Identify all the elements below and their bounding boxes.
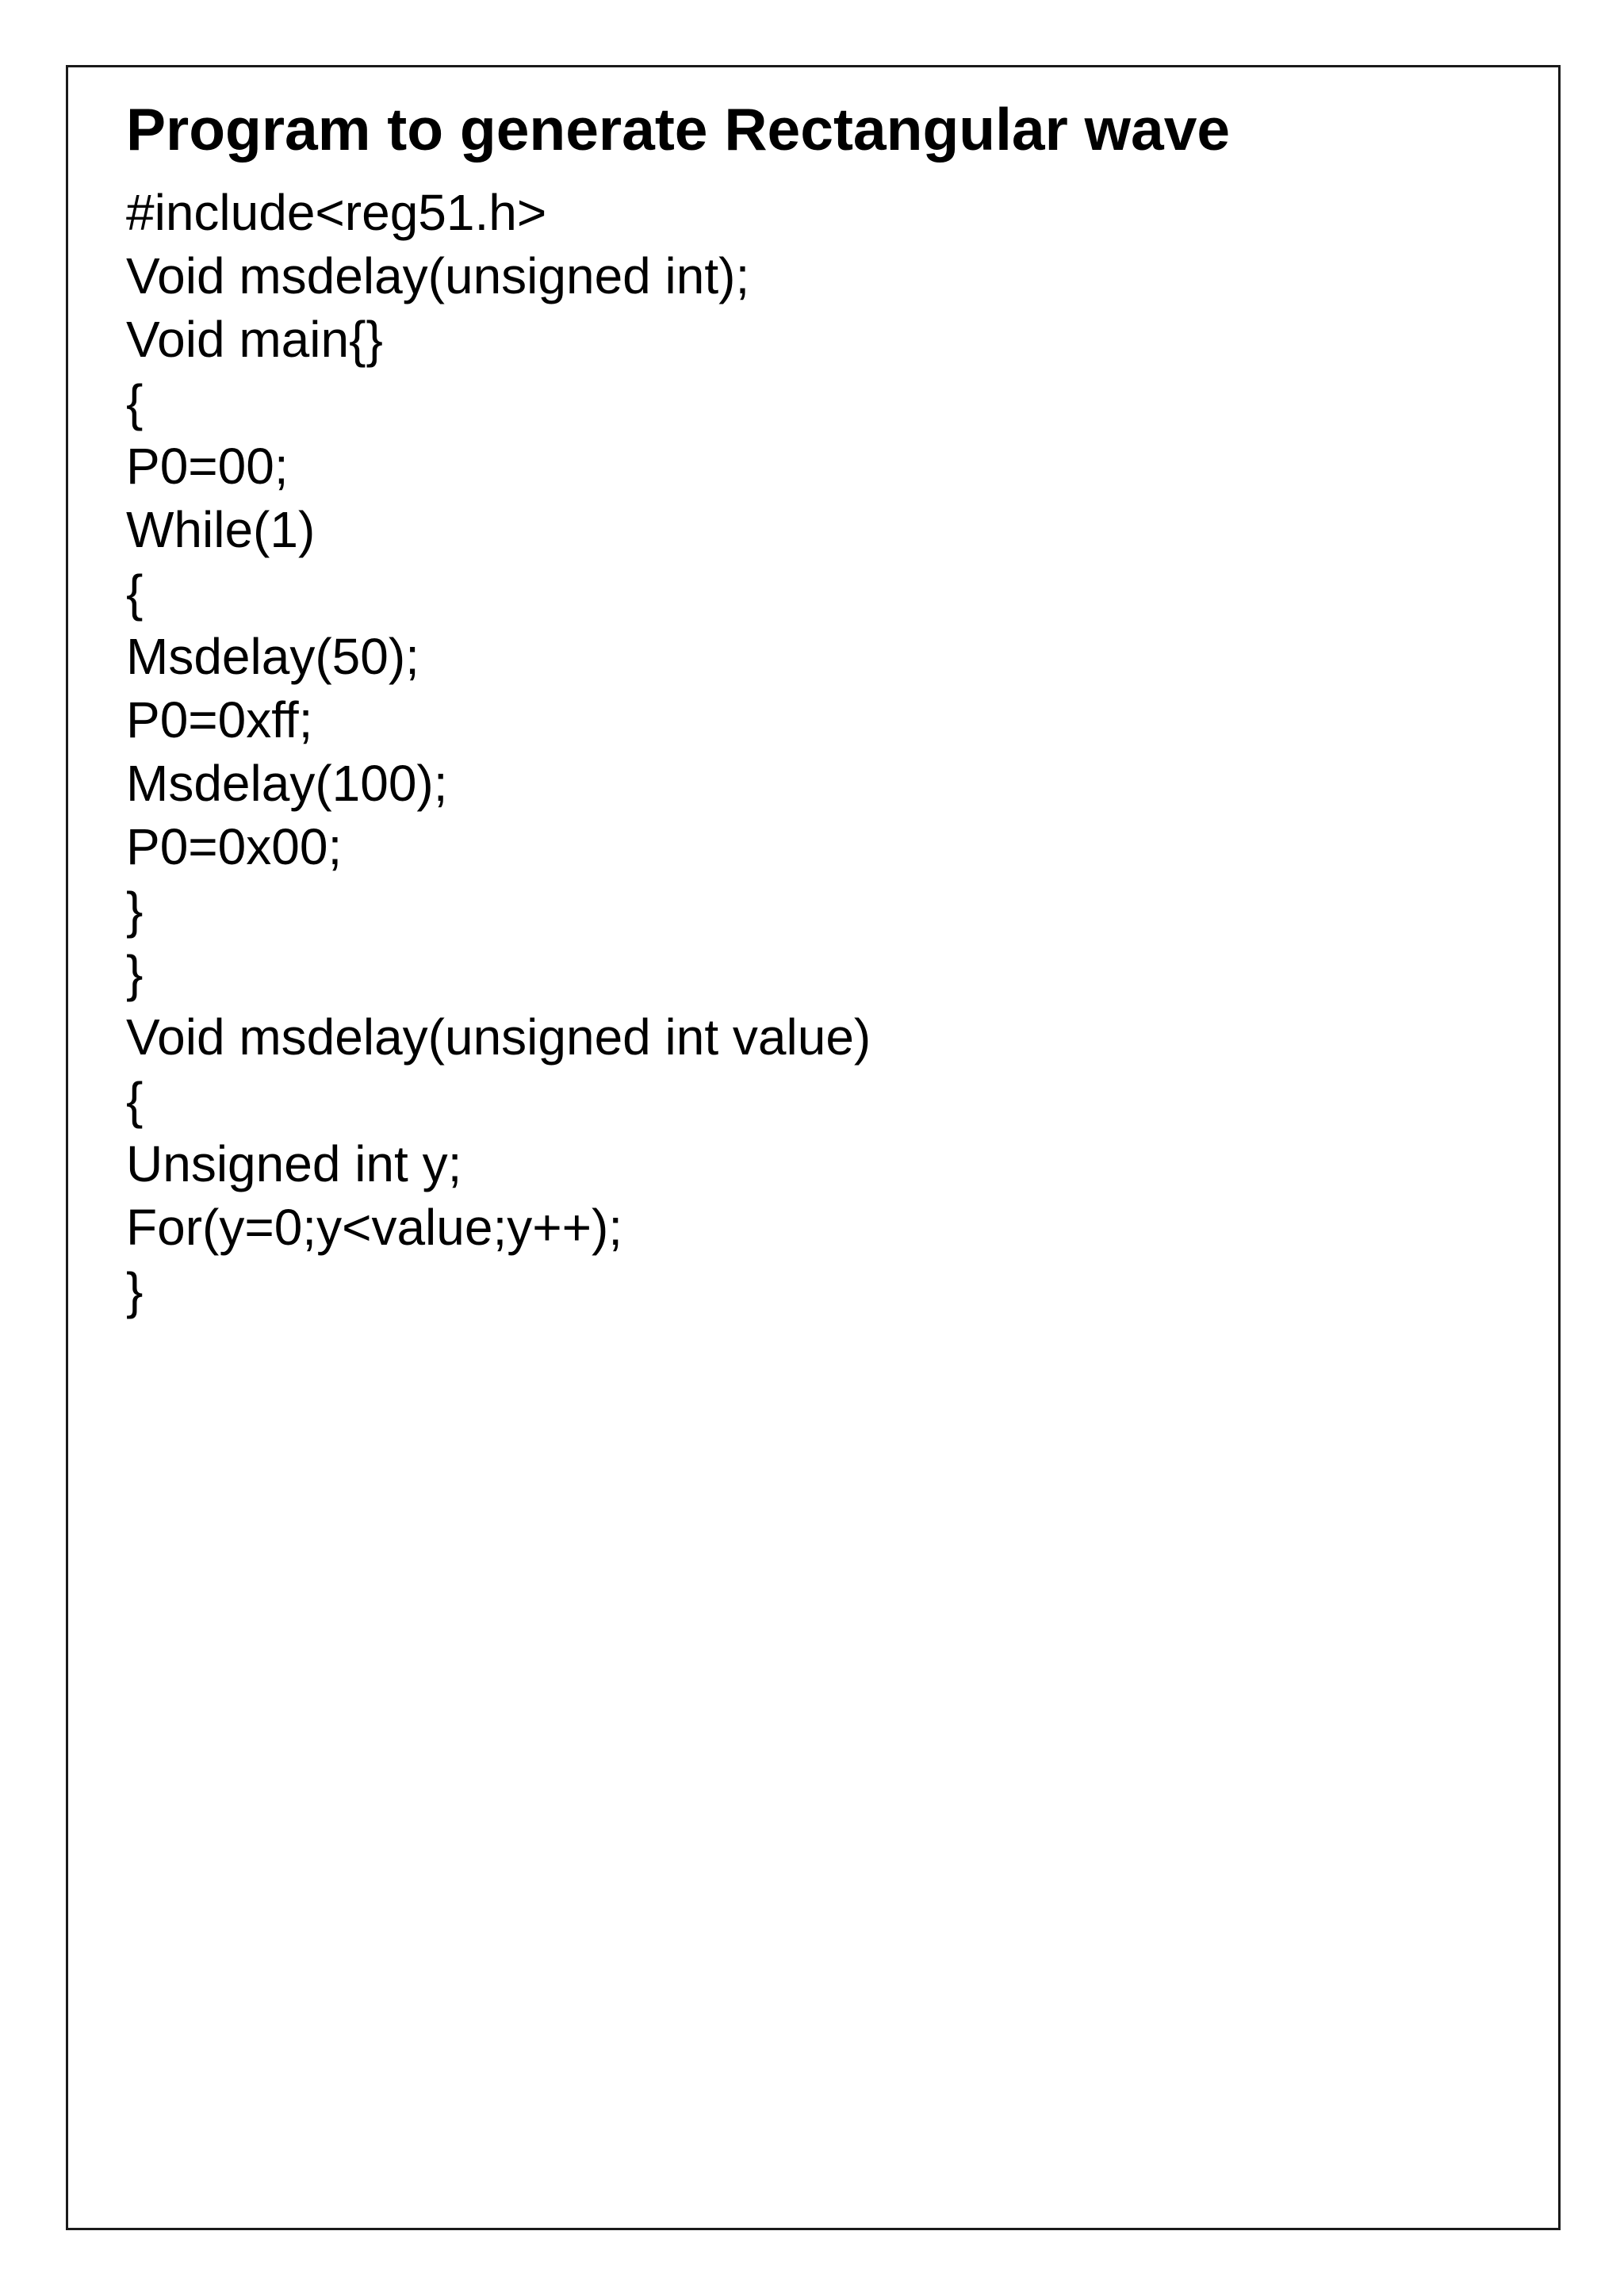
code-line: } <box>126 1262 144 1319</box>
code-line: { <box>126 1072 144 1129</box>
code-line: Void msdelay(unsigned int value) <box>126 1008 871 1066</box>
code-line: Msdelay(50); <box>126 628 419 685</box>
code-line: P0=0xff; <box>126 691 313 748</box>
code-line: While(1) <box>126 501 316 558</box>
code-line: { <box>126 374 144 431</box>
page-border-frame <box>66 65 1561 2230</box>
code-line: P0=00; <box>126 438 289 495</box>
code-line: P0=0x00; <box>126 818 343 875</box>
code-line: Void main{} <box>126 311 383 368</box>
code-listing <box>126 181 871 1322</box>
code-line: For(y=0;y<value;y++); <box>126 1199 623 1256</box>
program-title: Program to generate Rectangular wave <box>126 96 1231 163</box>
code-line: #include<reg51.h> <box>126 184 547 241</box>
code-line: } <box>126 882 144 939</box>
code-line: } <box>126 945 144 1002</box>
code-line: { <box>126 564 144 622</box>
code-line: Unsigned int y; <box>126 1135 462 1192</box>
code-line: Msdelay(100); <box>126 755 448 812</box>
code-line: Void msdelay(unsigned int); <box>126 247 750 304</box>
